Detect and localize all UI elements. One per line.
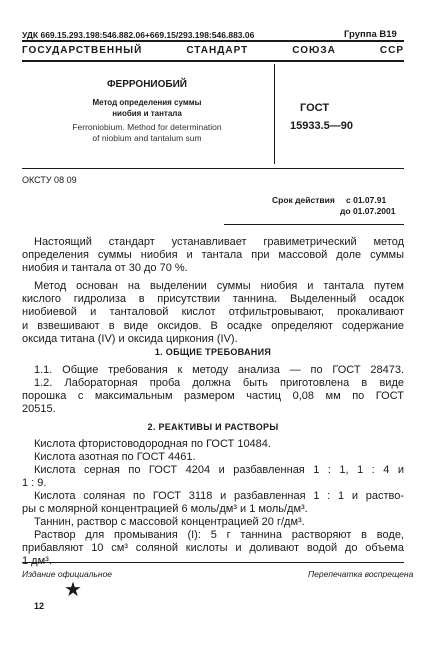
validity-to: до 01.07.2001 — [340, 206, 396, 216]
section-heading-reagents: 2. РЕАКТИВЫ И РАСТВОРЫ — [147, 422, 279, 432]
text-line: 20515. — [22, 403, 56, 416]
text-line: 1.1. Общие требования к методу анализа — по ГОСТ 28473. — [34, 364, 404, 376]
section-heading-general: 1. ОБЩИЕ ТРЕБОВАНИЯ — [154, 347, 272, 357]
document-title: ФЕРРОНИОБИЙ — [107, 79, 187, 90]
udk-code: УДК 669.15.293.198:546.882.06+669.15/293.198:546.883.06 — [22, 30, 255, 40]
section1-paragraph-1 — [34, 364, 404, 377]
intro-paragraph-2 — [22, 280, 404, 346]
standard-organization: ГОСУДАРСТВЕННЫЙ СТАНДАРТ СОЮЗА ССР — [22, 45, 404, 56]
reprint-prohibited-note: Перепечатка воспрещена — [308, 569, 414, 579]
text-line: 1 : 9. — [22, 477, 47, 490]
english-title-line: of niobium and tantalum sum — [92, 133, 202, 143]
group-code: Группа В19 — [344, 29, 397, 40]
text-line: прибавляют 10 см³ соляной кислоты и доливают водой до объема — [22, 542, 404, 555]
title-block-top-rule — [22, 60, 404, 62]
text-line: Таннин, раствор с массовой концентрацией 20 г/дм³. — [34, 516, 305, 528]
section1-paragraph-2 — [22, 377, 404, 417]
page-number: 12 — [34, 601, 45, 611]
text-line: Кислота азотная по ГОСТ 4461. — [34, 451, 196, 463]
text-line: Настоящий стандарт устанавливает гравиметрический метод — [34, 236, 404, 248]
english-title — [22, 122, 272, 144]
validity-from: с 01.07.91 — [346, 195, 387, 205]
text-line: и взвешивают в виде оксидов. В осадке определяют содержание — [22, 319, 404, 332]
text-line: Метод основан на выделении суммы ниобия и тантала путем — [34, 280, 404, 292]
text-line: оксида титана (IV) и оксида циркония (IV). — [22, 332, 238, 345]
document-subtitle — [22, 97, 272, 119]
text-line: ниобиевой и танталовой кислот отфильтровывают, прокаливают — [22, 306, 404, 319]
header-rule — [22, 40, 404, 42]
text-line: ры с молярной концентрацией 6 моль/дм³ и 1 моль/дм³. — [22, 503, 308, 516]
text-line: Кислота серная по ГОСТ 4204 и разбавленная 1 : 1, 1 : 4 и — [34, 464, 404, 476]
text-line: порошка с максимальным размером частиц 0,08 мм по ГОСТ — [22, 390, 404, 403]
reagent-item — [34, 451, 404, 464]
english-title-line: Ferroniobium. Method for determination — [72, 122, 222, 132]
gost-label: ГОСТ — [300, 102, 330, 114]
text-line: Кислота фтористоводородная по ГОСТ 10484. — [34, 438, 271, 450]
text-line: определения суммы ниобия и тантала при массовой доле суммы — [22, 249, 404, 262]
subtitle-line: ниобия и тантала — [112, 109, 182, 118]
title-block-bottom-rule — [22, 168, 404, 169]
text-line: 1.2. Лабораторная проба должна быть приготовлена в виде — [34, 377, 404, 389]
reagent-item — [22, 464, 404, 490]
reagent-item — [22, 490, 404, 516]
validity-label: Срок действия — [272, 195, 335, 205]
text-line: кислого гидролиза в присутствии таннина. Выделенный осадок — [22, 293, 404, 306]
text-line: Кислота соляная по ГОСТ 3118 и разбавленная 1 : 1 и раство- — [34, 490, 404, 502]
star-icon: ★ — [64, 579, 82, 601]
reagent-item — [34, 516, 404, 529]
reagent-item — [34, 438, 404, 451]
title-block-divider — [274, 64, 275, 164]
text-line: Раствор для промывания (I): 5 г таннина растворяют в воде, — [34, 529, 404, 541]
footer-rule — [22, 562, 404, 563]
gost-number: 15933.5—90 — [290, 120, 353, 132]
intro-paragraph-1 — [22, 236, 404, 276]
validity-rule — [224, 224, 404, 225]
official-edition-note: Издание официальное — [22, 569, 113, 579]
text-line: ниобия и тантала от 30 до 70 %. — [22, 262, 188, 275]
subtitle-line: Метод определения суммы — [92, 98, 202, 107]
okstu-code: ОКСТУ 08 09 — [22, 175, 77, 185]
